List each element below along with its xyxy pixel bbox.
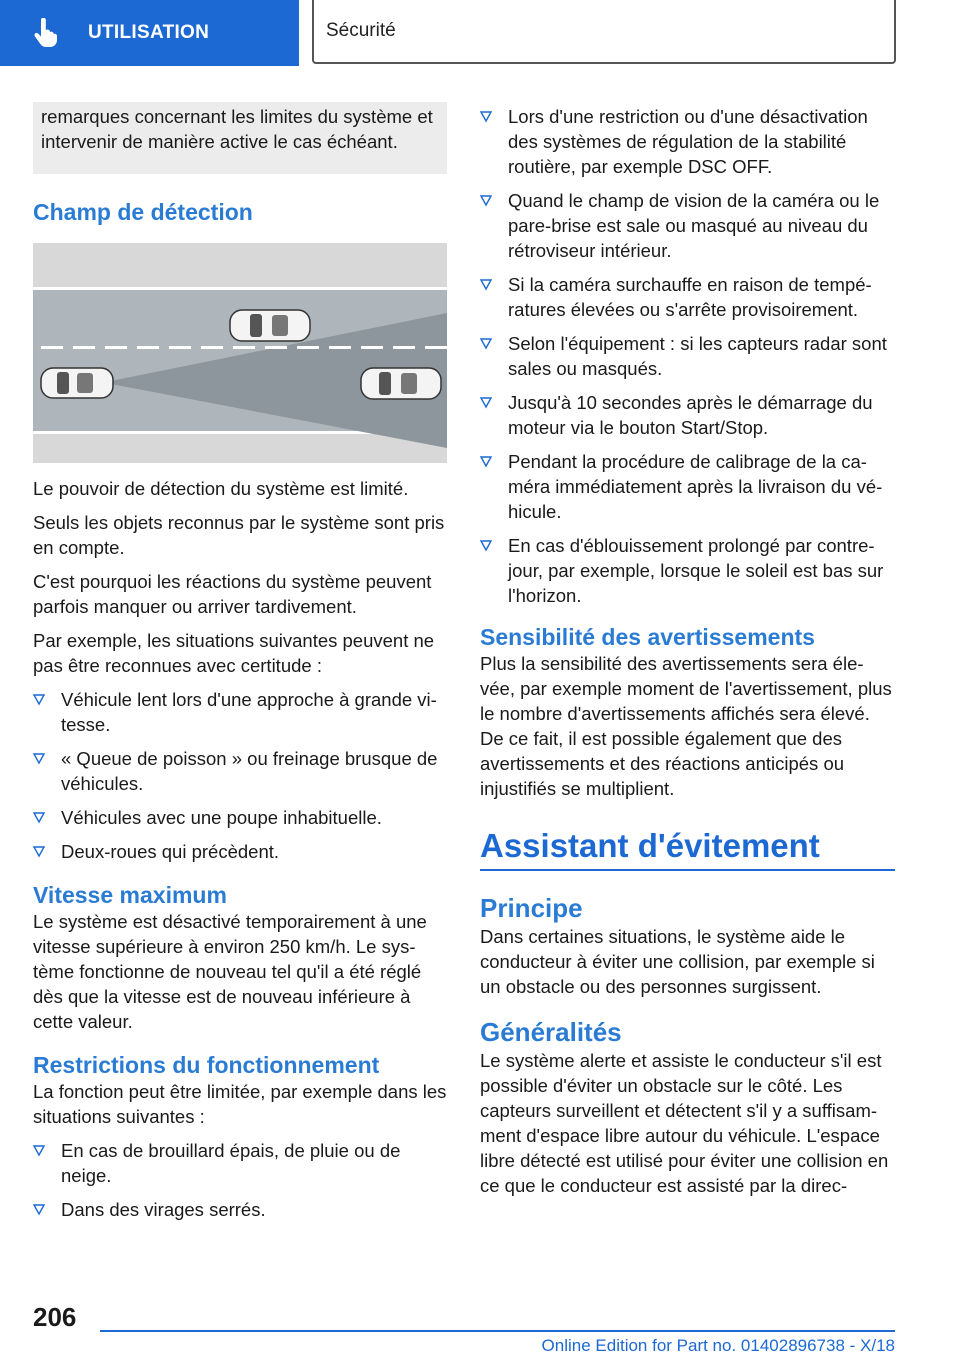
detection-field-illustration [33,243,447,463]
triangle-bullet-icon [33,746,47,777]
hand-pointer-icon [32,18,62,48]
triangle-bullet-icon [480,272,494,303]
paragraph: Seuls les objets reconnus par le système sont pris en compte. [33,512,445,558]
heading-champ-detection: Champ de détection [33,199,253,225]
list-item: Deux-roues qui précèdent. [33,839,447,864]
triangle-bullet-icon [33,687,47,718]
list-item: « Queue de poisson » ou freinage brusque de véhicules. [33,746,447,796]
page-number: 206 [33,1302,77,1332]
list-item: Lors d'une restriction ou d'une désactivation des systèmes de régulation de la stabilité routière, par exemple DSC OFF. [480,104,895,179]
triangle-bullet-icon [480,104,494,135]
paragraph: Le système est désactivé temporairement à une vitesse supérieure à environ 250 km/h. Le sys-tème fonctionne de nouveau tel qu'il a été réglé dès que la vitesse est de nouveau inférieure à cette valeur. [33,911,427,1032]
heading-restrictions: Restrictions du fonctionnement [33,1052,380,1078]
left-column-body [33,476,447,1231]
list-item: Pendant la procédure de calibrage de la ca-méra immédiatement après la livraison du vé-hicule. [480,449,895,524]
triangle-bullet-icon [480,188,494,219]
list-item: Si la caméra surchauffe en raison de tempé-ratures élevées ou s'arrête provisoirement. [480,272,895,322]
paragraph: Le pouvoir de détection du système est limité. [33,478,409,499]
page-header [0,0,960,66]
triangle-bullet-icon [480,331,494,362]
footer-edition: Online Edition for Part no. 01402896738 - X/18 [541,1336,895,1355]
list-item: Jusqu'à 10 secondes après le démarrage du moteur via le bouton Start/Stop. [480,390,895,440]
detection-field-diagram [33,243,447,463]
chapter-tab[interactable] [312,0,896,64]
list-item: Selon l'équipement : si les capteurs radar sont sales ou masqués. [480,331,895,381]
triangle-bullet-icon [480,390,494,421]
paragraph: La fonction peut être limitée, par exemple dans les situations suivantes : [33,1081,447,1127]
heading-generalites: Généralités [480,1017,622,1047]
note-box [33,102,447,174]
list-item: Dans des virages serrés. [33,1197,447,1222]
heading-vitesse-maximum: Vitesse maximum [33,882,227,908]
right-column-body [480,104,895,1198]
list-item: Véhicule lent lors d'une approche à grande vi-tesse. [33,687,447,737]
bullet-list [480,104,895,608]
heading-assistant-evitement: Assistant d'évitement [480,827,895,871]
paragraph: C'est pourquoi les réactions du système peuvent parfois manquer ou arriver tardivement. [33,571,432,617]
chapter-title: Sécurité [326,20,396,41]
note-text: remarques concernant les limites du système et intervenir de manière active le cas échéant. [41,106,433,152]
paragraph: Le système alerte et assiste le conducteur s'il est possible d'éviter un obstacle sur le côté. Les capteurs surveillent et détectent s'il y a suffisam-ment d'espace libre autour du véhicule. L'espace libre détecté est utilisé pour éviter une collision en ce que le conducteur est assisté par la direc- [480,1050,889,1196]
list-item: En cas d'éblouissement prolongé par contre-jour, par exemple, lorsque le soleil est bas sur l'horizon. [480,533,895,608]
heading-principe: Principe [480,893,583,923]
triangle-bullet-icon [480,533,494,564]
paragraph: Dans certaines situations, le système aide le conducteur à éviter une collision, par exemple si un obstacle ou des personnes surgissent. [480,926,875,997]
bullet-list [33,1138,447,1222]
paragraph: Par exemple, les situations suivantes peuvent ne pas être reconnues avec certitude : [33,630,435,676]
section-title: UTILISATION [88,22,210,43]
car-icon-rear [41,368,113,398]
list-item: Véhicules avec une poupe inhabituelle. [33,805,447,830]
bullet-list [33,687,447,864]
list-item: Quand le champ de vision de la caméra ou le pare-brise est sale ou masqué au niveau du rétroviseur intérieur. [480,188,895,263]
list-item: En cas de brouillard épais, de pluie ou de neige. [33,1138,447,1188]
triangle-bullet-icon [33,1138,47,1169]
footer-divider [100,1330,895,1332]
triangle-bullet-icon [33,805,47,836]
paragraph: Plus la sensibilité des avertissements sera éle-vée, par exemple moment de l'avertissement, plus le nombre d'avertissements affichés sera élevé. De ce fait, il est possible également que des avertissements et des réactions anticipés ou injustifiés se multiplient. [480,653,892,799]
triangle-bullet-icon [33,1197,47,1228]
heading-sensibilite: Sensibilité des avertissements [480,624,815,650]
section-tab[interactable] [0,0,299,66]
triangle-bullet-icon [33,839,47,870]
car-icon-front [361,368,441,399]
triangle-bullet-icon [480,449,494,480]
car-icon-adjacent [230,310,310,341]
